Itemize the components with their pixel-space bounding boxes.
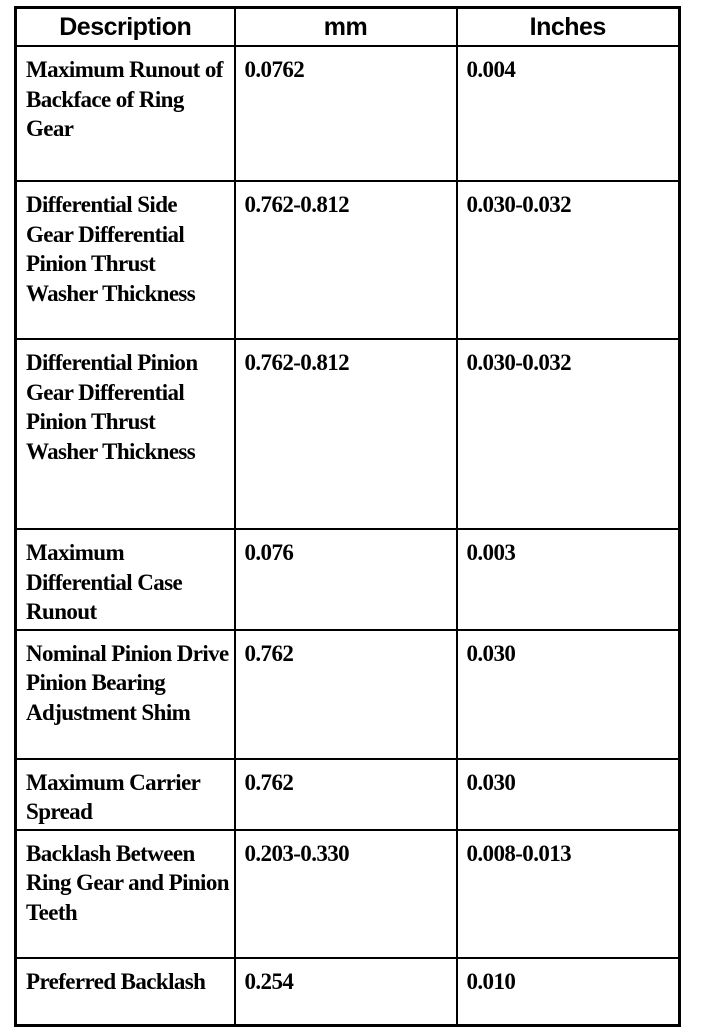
row-description: Maximum Carrier Spread <box>16 759 235 830</box>
row-inches-value: 0.003 <box>457 529 680 630</box>
row-mm-value: 0.254 <box>235 958 457 1026</box>
specifications-table <box>14 6 681 1027</box>
table-row <box>16 339 680 529</box>
row-inches-value: 0.030-0.032 <box>457 181 680 339</box>
header-inches: Inches <box>457 8 680 47</box>
row-inches-value: 0.008-0.013 <box>457 830 680 958</box>
row-description: Differential Pinion Gear Differential Pinion Thrust Washer Thickness <box>16 339 235 529</box>
row-description: Backlash Between Ring Gear and Pinion Teeth <box>16 830 235 958</box>
header-mm: mm <box>235 8 457 47</box>
row-inches-value: 0.010 <box>457 958 680 1026</box>
row-description: Differential Side Gear Differential Pinion Thrust Washer Thickness <box>16 181 235 339</box>
row-inches-value: 0.004 <box>457 46 680 181</box>
table-row <box>16 529 680 630</box>
table-row <box>16 759 680 830</box>
table-row <box>16 630 680 759</box>
table-row <box>16 46 680 181</box>
table-header-row <box>16 8 680 47</box>
row-description: Preferred Backlash <box>16 958 235 1026</box>
row-description: Nominal Pinion Drive Pinion Bearing Adjustment Shim <box>16 630 235 759</box>
row-inches-value: 0.030-0.032 <box>457 339 680 529</box>
header-description: Description <box>16 8 235 47</box>
row-mm-value: 0.0762 <box>235 46 457 181</box>
row-mm-value: 0.762 <box>235 630 457 759</box>
row-description: Maximum Differential Case Runout <box>16 529 235 630</box>
row-mm-value: 0.076 <box>235 529 457 630</box>
table-row <box>16 181 680 339</box>
row-mm-value: 0.203-0.330 <box>235 830 457 958</box>
row-mm-value: 0.762 <box>235 759 457 830</box>
row-inches-value: 0.030 <box>457 759 680 830</box>
row-mm-value: 0.762-0.812 <box>235 339 457 529</box>
table-row <box>16 830 680 958</box>
row-description: Maximum Runout of Backface of Ring Gear <box>16 46 235 181</box>
row-mm-value: 0.762-0.812 <box>235 181 457 339</box>
row-inches-value: 0.030 <box>457 630 680 759</box>
table-row <box>16 958 680 1026</box>
